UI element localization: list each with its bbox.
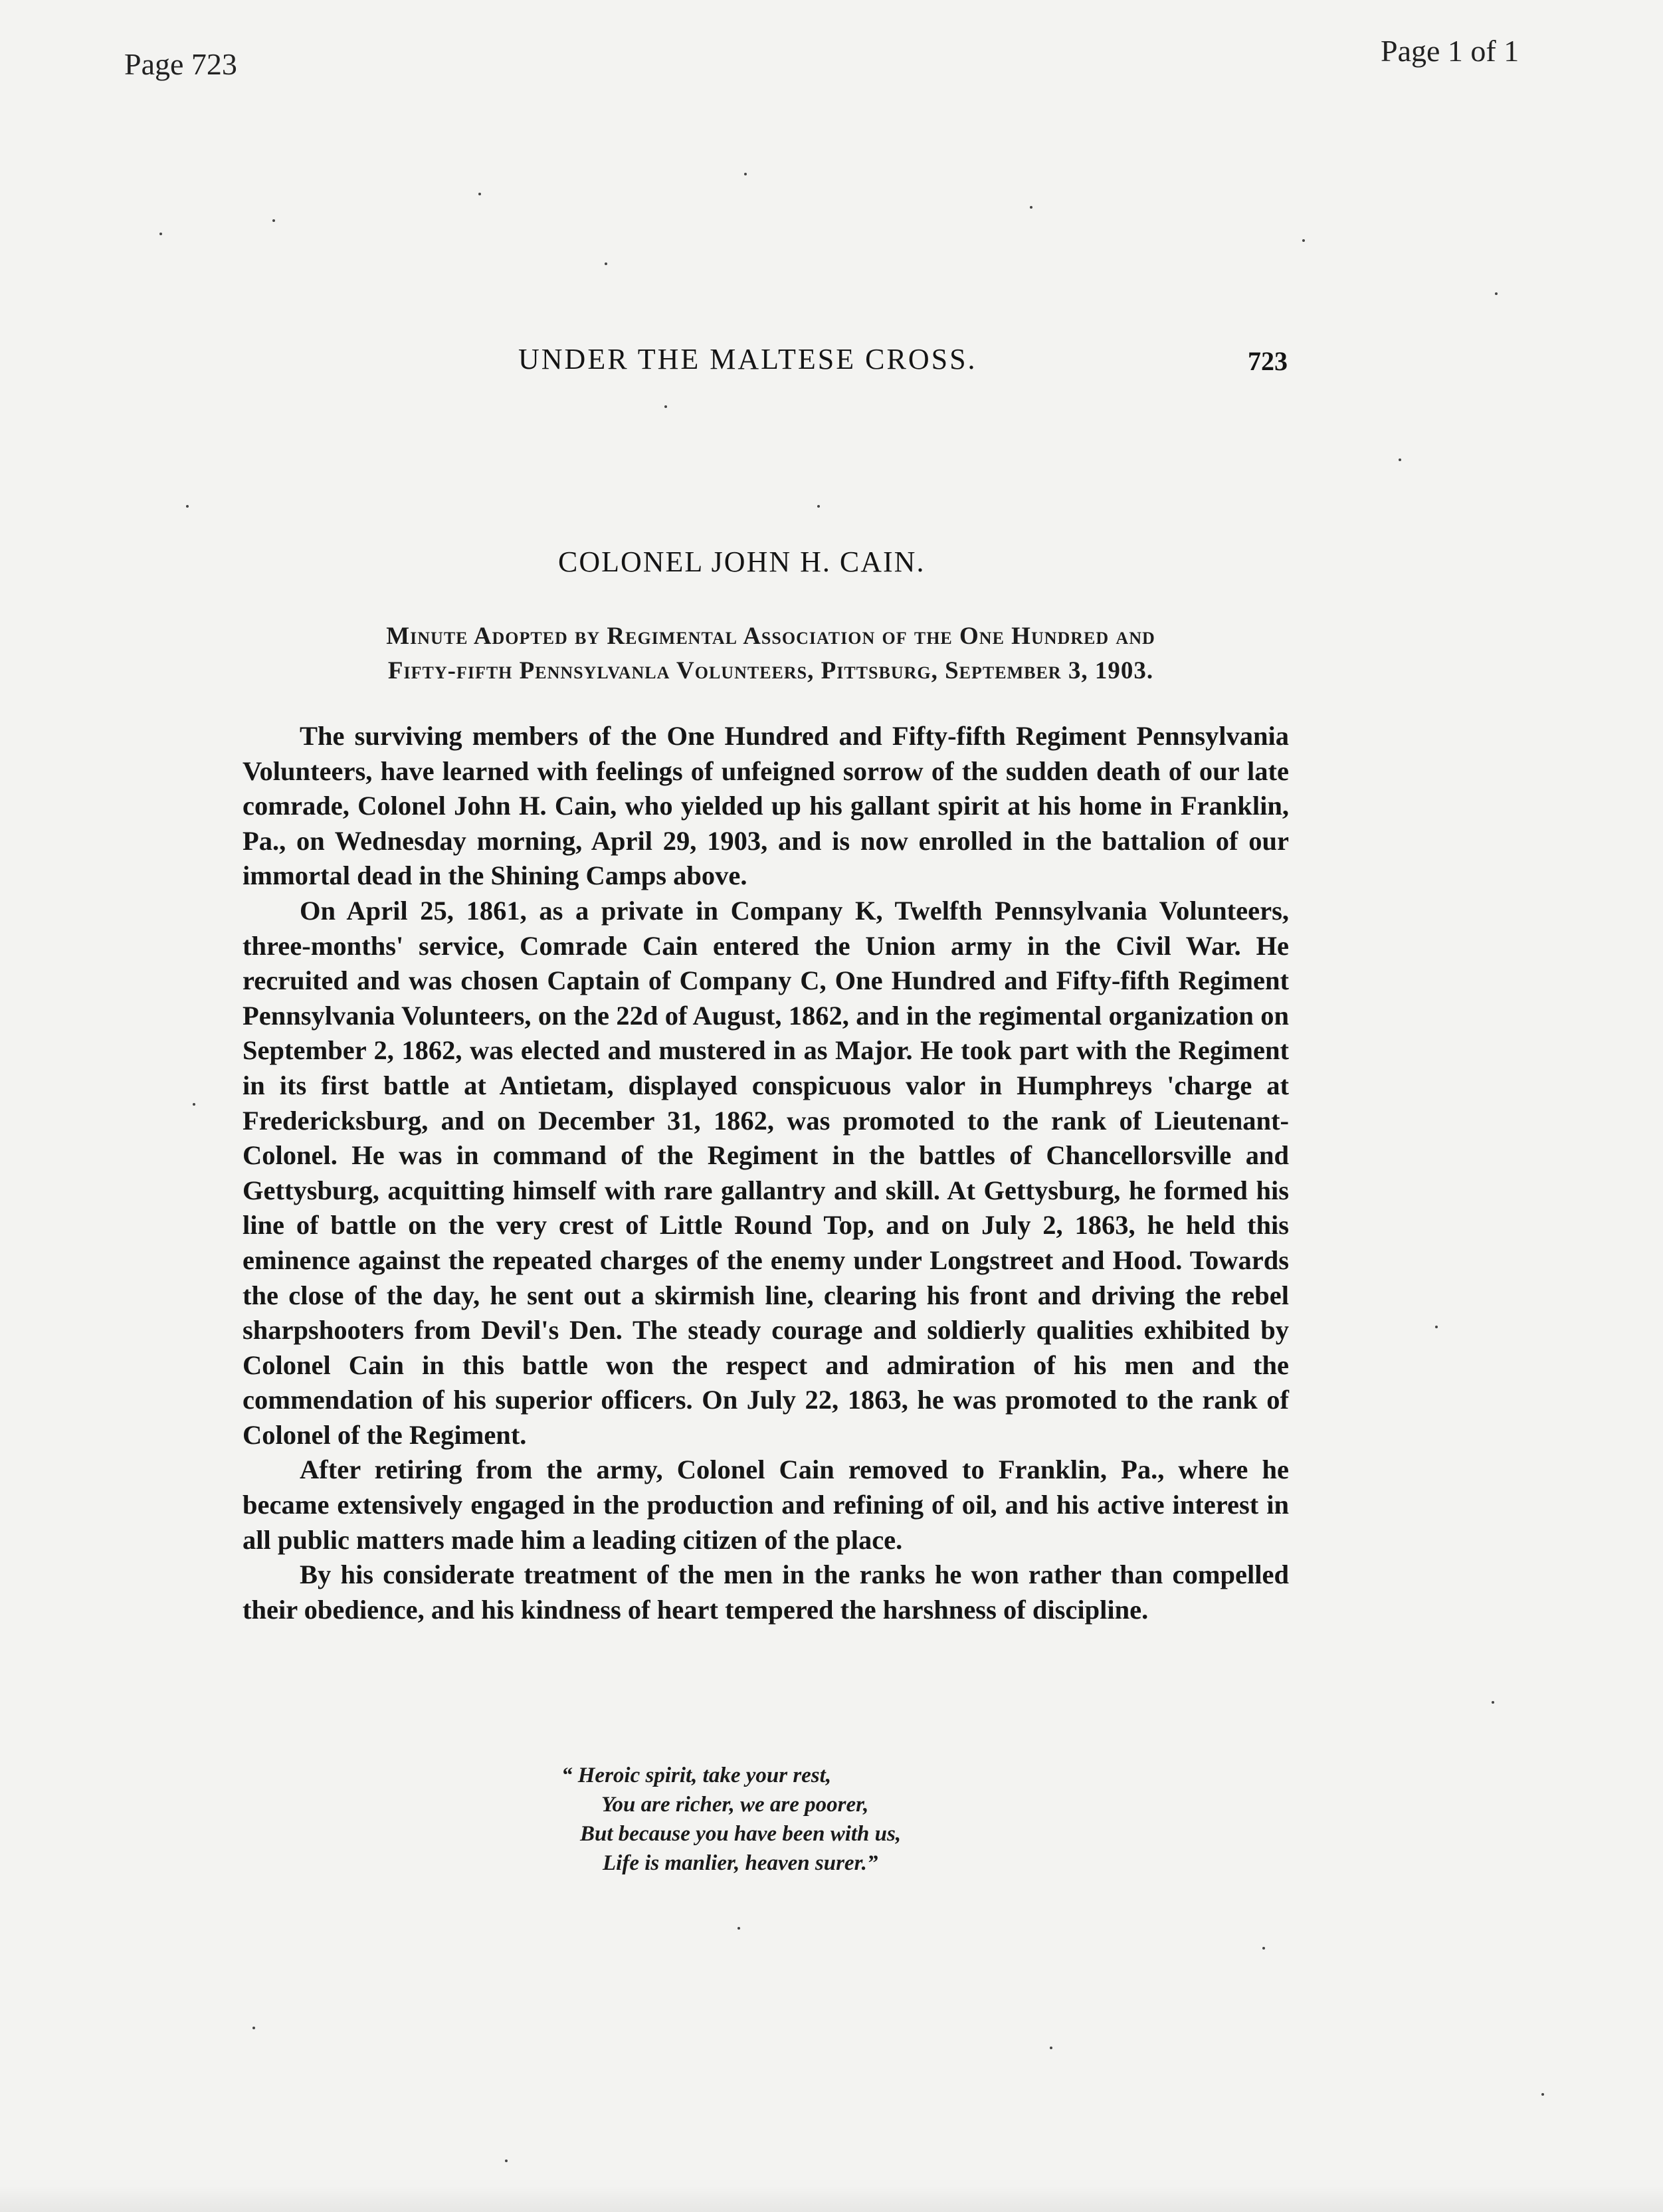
article-title: COLONEL JOHN H. CAIN. xyxy=(558,546,926,578)
scan-speck xyxy=(1030,206,1032,209)
paragraph: The surviving members of the One Hundred and Fifty-fifth Regiment Pennsylvania Volunteers, have learned with feelings of unfeigned sorrow of the sudden death of our late comrade, Colonel John H. Cain, who yielded up his gallant spirit at his home in Franklin, Pa., on Wednesday morning, April 29, 1903, and is now enrolled in the battalion of our immortal dead in the Shining Camps above. xyxy=(243,721,1289,891)
scan-speck xyxy=(817,505,820,508)
page-count: Page 1 of 1 xyxy=(1381,34,1519,68)
scan-speck xyxy=(744,173,747,175)
scan-speck xyxy=(664,405,667,408)
subtitle-line: Minute Adopted by Regimental Association of the One Hundred and xyxy=(386,623,1155,650)
scan-speck xyxy=(1399,458,1401,461)
scan-speck xyxy=(505,2160,508,2162)
scan-speck xyxy=(159,233,162,235)
article-subtitle xyxy=(252,619,1289,688)
scan-edge-shadow xyxy=(0,2185,1663,2212)
scan-speck xyxy=(1495,292,1498,295)
article-body xyxy=(243,719,1289,1627)
scan-speck xyxy=(1302,239,1305,242)
paragraph: On April 25, 1861, as a private in Company K, Twelfth Pennsylvania Volunteers, three-months' service, Comrade Cain entered the Union army in the Civil War. He recruited and was chosen Captain of Company C, One Hundred and Fifty-fifth Regiment Pennsylvania Volunteers, on the 22d of August, 1862, and in the regimental organization on September 2, 1862, was elected and mustered in as Major. He took part with the Regiment in its first battle at Antietam, displayed conspicuous valor in Humphreys 'charge at Fredericksburg, and on December 31, 1862, was promoted to the rank of Lieutenant-Colonel. He was in command of the Regiment in the battles of Chancellorsville and Gettysburg, acquitting himself with rare gallantry and skill. At Gettysburg, he formed his line of battle on the very crest of Little Round Top, and on July 2, 1863, he held this eminence against the repeated charges of the enemy under Longstreet and Hood. Towards the close of the day, he sent out a skirmish line, clearing his front and driving the rebel sharpshooters from Devil's Den. The steady courage and soldierly qualities exhibited by Colonel Cain in this battle won the respect and admiration of his men and the commendation of his superior officers. On July 22, 1863, he was promoted to the rank of Colonel of the Regiment. xyxy=(243,895,1289,1450)
scan-speck xyxy=(737,1927,740,1930)
subtitle-line: Fifty-fifth Pennsylvanla Volunteers, Pittsburg, September 3, 1903. xyxy=(387,657,1154,684)
poem-line: You are richer, we are poorer, xyxy=(601,1793,869,1817)
scan-speck xyxy=(186,505,189,508)
closing-poem xyxy=(561,1761,901,1878)
scan-speck xyxy=(1435,1326,1438,1328)
folio-page-number: 723 xyxy=(1248,346,1288,376)
scan-speck xyxy=(272,219,275,222)
paragraph: After retiring from the army, Colonel Cain removed to Franklin, Pa., where he became extensively engaged in the production and refining of oil, and his active interest in all public matters made him a leading citizen of the place. xyxy=(243,1455,1289,1555)
paragraph: By his considerate treatment of the men in the ranks he won rather than compelled their obedience, and his kindness of heart tempered the harshness of discipline. xyxy=(243,1559,1289,1625)
scan-speck xyxy=(1262,1947,1265,1950)
poem-line: But because you have been with us, xyxy=(580,1822,902,1846)
scan-speck xyxy=(605,262,607,265)
scan-speck xyxy=(1541,2093,1544,2096)
scan-speck xyxy=(252,2027,255,2029)
scan-speck xyxy=(193,1103,195,1106)
running-head: UNDER THE MALTESE CROSS. xyxy=(518,343,977,375)
page-label: Page 723 xyxy=(124,47,237,81)
scan-speck xyxy=(478,193,481,195)
poem-line: “ Heroic spirit, take your rest, xyxy=(561,1763,832,1787)
poem-line: Life is manlier, heaven surer.” xyxy=(603,1851,878,1875)
scan-speck xyxy=(1492,1701,1494,1704)
scan-speck xyxy=(1050,2047,1052,2049)
